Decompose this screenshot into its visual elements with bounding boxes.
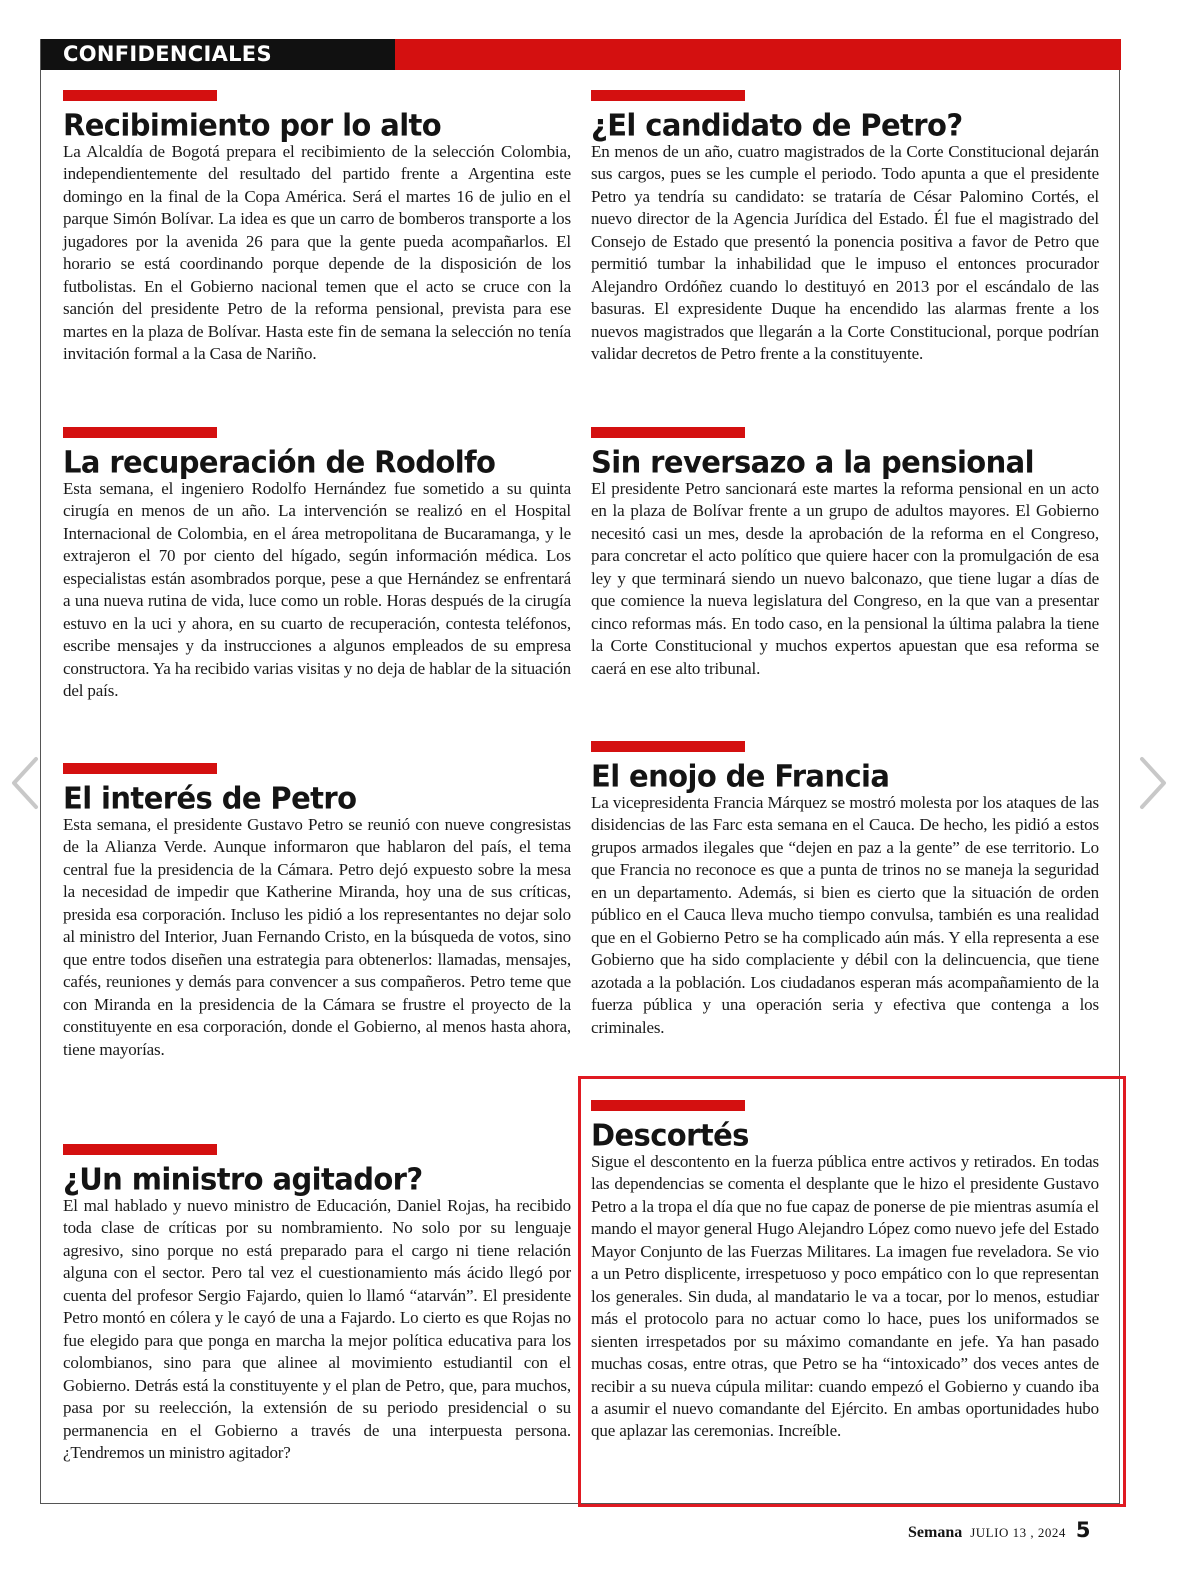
article-rule: [591, 90, 745, 101]
section-title: CONFIDENCIALES: [41, 39, 395, 70]
article-descortes: [591, 1100, 1099, 1443]
article-body: El mal hablado y nuevo ministro de Educación, Daniel Rojas, ha recibido toda clase de críticas por su nombramiento. No solo por su lenguaje agresivo, sino porque no está preparado para el cargo ni tiene relación alguna con el sector. Pero tal vez el cuestionamiento más ácido llegó por cuenta del profesor Sergio Fajardo, quien lo llamó “atarván”. El presidente Petro montó en cólera y le cayó de una a Fajardo. Lo cierto es que Rojas no fue elegido para que ponga en marcha la mejor política educativa para los colombianos, sino para que alinee al movimiento estudiantil con el Gobierno. Detrás está la constituyente y el plan de Petro, que, para muchos, pasa por su reelección, la extensión de su periodo presidencial o su permanencia en el Gobierno a través de una interpuesta persona. ¿Tendremos un ministro agitador?: [63, 1196, 571, 1462]
article-ministro: [63, 1144, 571, 1464]
article-headline: ¿El candidato de Petro?: [591, 107, 963, 143]
article-body: Esta semana, el ingeniero Rodolfo Hernández fue sometido a su quinta cirugía en menos de un año. La intervención se realizó en el Hospital Internacional de Colombia, en el área metropolitana de Bucaramanga, y le extrajeron el 70 por ciento del hígado, según información médica. Los especialistas están asombrados porque, pese a que Hernández se enfrentará a una nueva rutina de vida, luce como un roble. Horas después de la cirugía estuvo en la uci y ahora, en su cuarto de recuperación, contesta teléfonos, escribe mensajes y da instrucciones a algunos empleados de su empresa constructora. Ya ha recibido varias visitas y no deja de hablar de la situación del país.: [63, 479, 571, 701]
article-rule: [591, 741, 745, 752]
section-header: [41, 39, 1121, 70]
article-interes: [63, 763, 571, 1061]
article-headline: ¿Un ministro agitador?: [63, 1161, 423, 1197]
article-rodolfo: [63, 427, 571, 703]
page-number: 5: [1075, 1518, 1091, 1542]
issue-date: JULIO 13 , 2024: [970, 1525, 1066, 1540]
article-candidato: [591, 90, 1099, 366]
article-rule: [63, 1144, 217, 1155]
next-page-button[interactable]: [1132, 755, 1172, 811]
article-rule: [63, 90, 217, 101]
chevron-right-icon: [1132, 755, 1172, 811]
article-headline: Sin reversazo a la pensional: [591, 444, 1034, 480]
article-headline: Descortés: [591, 1117, 749, 1153]
article-reversazo: [591, 427, 1099, 680]
article-body: Esta semana, el presidente Gustavo Petro se reunió con nueve congresistas de la Alianza Verde. Aunque informaron que hablaron del país, el tema central fue la presidencia de la Cámara. Petro dejó expuesto sobre la mesa la necesidad de impedir que Katherine Miranda, hoy una de sus críticas, presida esa corporación. Incluso les pidió a los representantes no dejar solo al ministro del Interior, Juan Fernando Cristo, en la búsqueda de votos, sino que entre todos diseñen una estrategia para obtenerlos: llamadas, mensajes, cafés, reuniones y demás para convencer a sus compañeros. Petro teme que con Miranda en la presidencia de la Cámara se frustre el proyecto de la constituyente en esa corporación, donde el Gobierno, al menos hasta ahora, tiene mayorías.: [63, 815, 571, 1059]
article-body: La vicepresidenta Francia Márquez se mostró molesta por los ataques de las disidencias de las Farc esta semana en el Cauca. De hecho, les pidió a estos grupos armados ilegales que “dejen en paz a la gente” de ese territorio. Lo que Francia no reconoce es que a punta de trinos no se maneja la seguridad en un departamento. Además, si bien es cierto que la situación de orden público en el Cauca lleva mucho tiempo convulsa, también es una realidad que en el Gobierno Petro se ha complicado aún más. Y ella representa a ese Gobierno que ha sido complaciente y débil con la delincuencia, que tiene azotada a la población. Los ciudadanos esperan más acompañamiento de la fuerza pública y una operación seria y efectiva que contenga a los criminales.: [591, 793, 1099, 1037]
article-body: El presidente Petro sancionará este martes la reforma pensional en un acto en la plaza de Bolívar frente a un grupo de adultos mayores. El Gobierno necesitó casi un mes, desde la aprobación de la reforma en el Congreso, para concretar el acto político que quiere hacer con la promulgación de esa ley y que terminará siendo un nuevo balconazo, que tiene lugar a días de que comience la nueva legislatura del Congreso, en la que van a presentar cinco reformas más. En todo caso, en la pensional la última palabra la tiene la Corte Constitucional y muchos expertos apuestan que esa reforma se caerá en ese alto tribunal.: [591, 479, 1099, 678]
article-headline: La recuperación de Rodolfo: [63, 444, 496, 480]
article-body: La Alcaldía de Bogotá prepara el recibimiento de la selección Colombia, independientemente del resultado del partido frente a Argentina este domingo en la final de la Copa América. Será el martes 16 de julio en el parque Simón Bolívar. La idea es que un carro de bomberos transporte a los jugadores por la avenida 26 para que la gente pueda acompañarlos. El horario se está coordinando porque depende de la disposición de los futbolistas. En el Gobierno nacional temen que el acto se cruce con la sanción del presidente Petro de la reforma pensional, prevista para ese martes en la plaza de Bolívar. Hasta este fin de semana la selección no tenía invitación formal a la Casa de Nariño.: [63, 142, 571, 364]
article-headline: Recibimiento por lo alto: [63, 107, 442, 143]
article-headline: El interés de Petro: [63, 780, 357, 816]
section-header-red-bar: [395, 39, 1121, 70]
article-rule: [63, 763, 217, 774]
article-body: Sigue el descontento en la fuerza pública entre activos y retirados. En todas las dependencias se comenta el desplante que le hizo el presidente Gustavo Petro a la tropa el día que no fue capaz de ponerse de pie mientras asumía el mando el mayor general Hugo Alejandro López como nuevo jefe del Estado Mayor Conjunto de las Fuerzas Militares. La imagen fue reveladora. Se vio a un Petro displicente, irrespetuoso y poco empático con lo que representan los generales. Sin duda, al mandatario le va a tocar, por lo menos, estudiar más el protocolo para no actuar como lo hace, pues los uniformados se sienten irrespetados por su máximo comandante en jefe. Ya han pasado muchas cosas, entre otras, que Petro se ha “intoxicado” dos veces antes de recibir a su nueva cúpula militar: cuando empezó el Gobierno y cuando iba a asumir el nuevo comandante del Ejército. En ambas oportunidades hubo que aplazar las ceremonias. Increíble.: [591, 1152, 1099, 1441]
page-footer: [908, 1518, 1090, 1542]
article-body: En menos de un año, cuatro magistrados de la Corte Constitucional dejarán sus cargos, pues se les cumple el periodo. Todo apunta a que el presidente Petro ya tendría su candidato: se trataría de César Palomino Cortés, el nuevo director de la Agencia Jurídica del Estado. Él fue el magistrado del Consejo de Estado que presentó la ponencia positiva a favor de Petro que permitió tumbar la inhabilidad que le impuso el entonces procurador Alejandro Ordóñez cuando lo destituyó en 2013 por el escándalo de las basuras. El expresidente Duque ha encendido las alarmas frente a los nuevos magistrados que llegarán a la Corte Constitucional, porque podrían validar decretos de Petro frente a la constituyente.: [591, 142, 1099, 364]
article-headline: El enojo de Francia: [591, 758, 890, 794]
article-rule: [591, 427, 745, 438]
article-rule: [63, 427, 217, 438]
article-rule: [591, 1100, 745, 1111]
article-francia: [591, 741, 1099, 1039]
magazine-name: Semana: [908, 1524, 963, 1541]
article-recibimiento: [63, 90, 571, 366]
